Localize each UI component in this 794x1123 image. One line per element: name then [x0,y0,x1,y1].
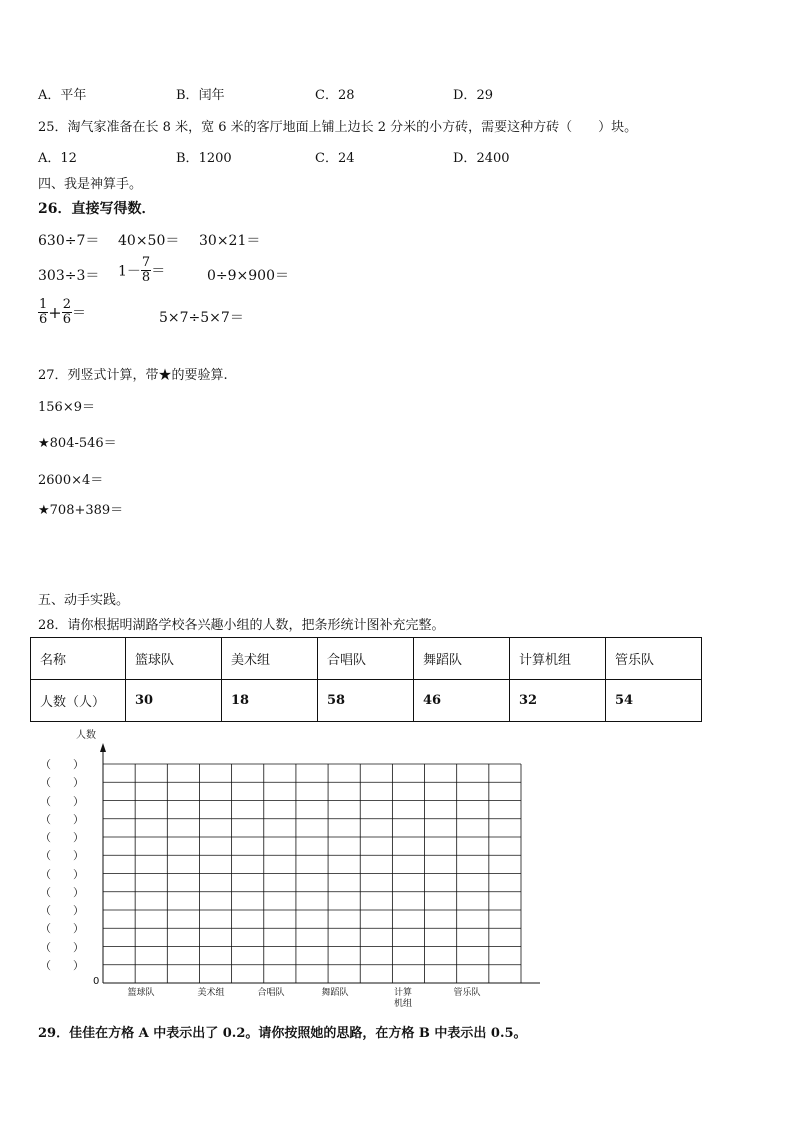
q27-stem: 27．列竖式计算，带★的要验算. [38,368,228,383]
table-cell: 18 [222,680,318,722]
q26-item-7: $\frac{1}{6}$ + $\frac{2}{6}$ ＝ [39,297,86,327]
x-axis-tick-label: 美术组 [197,988,225,998]
x-axis-tick-label: 计算 机组 [393,988,412,1009]
q27-item-4: ★708+389＝ [38,503,124,518]
fraction-2-6: $\frac{2}{6}$ [62,297,71,327]
y-axis-blank-label[interactable]: （ ） [40,758,84,771]
table-cell: 54 [606,680,702,722]
y-axis-blank-label[interactable]: （ ） [40,940,84,954]
q27-item-2: ★804-546＝ [38,436,117,451]
y-axis-blank-label[interactable]: （ ） [40,776,84,790]
table-cell: 美术组 [222,638,318,680]
table-cell: 名称 [31,638,126,680]
table-cell: 58 [318,680,414,722]
table-cell: 计算机组 [510,638,606,680]
y-axis-blank-label[interactable]: （ ） [40,831,84,844]
y-axis-blank-label[interactable]: （ ） [40,867,84,881]
q25-option-d[interactable]: D．2400 [453,151,510,166]
q24-option-a[interactable]: A．平年 [38,88,87,103]
y-axis-blank-label[interactable]: （ ） [40,812,84,826]
q26-item-5: 1－ $\frac{7}{8}$ ＝ [118,255,166,285]
q25-stem: 25．淘气家准备在长 8 米，宽 6 米的客厅地面上铺上边长 2 分米的小方砖，需要这种方砖（ ）块。 [38,120,638,135]
y-axis-blank-label[interactable]: （ ） [40,958,84,972]
q29-stem: 29．佳佳在方格 A 中表示出了 0.2。请你按照她的思路，在方格 B 中表示出 0.5。 [38,1026,527,1041]
table-row [31,680,702,722]
q26-item-4: 303÷3＝ [38,268,100,284]
table-cell: 人数（人） [31,680,126,722]
q24-option-b[interactable]: B．闰年 [176,88,225,103]
section-4-heading: 四、我是神算手。 [38,177,143,192]
q25-option-a[interactable]: A．12 [38,151,77,166]
x-axis-tick-label: 管乐队 [453,988,481,998]
y-axis-blank-label[interactable]: （ ） [40,794,84,808]
q25-option-c[interactable]: C．24 [315,151,355,166]
table-cell: 篮球队 [126,638,222,680]
q26-item-6: 0÷9×900＝ [207,268,289,284]
x-axis-tick-label: 舞蹈队 [321,988,349,998]
q27-item-1: 156×9＝ [38,400,95,415]
q28-stem: 28．请你根据明湖路学校各兴趣小组的人数，把条形统计图补充完整。 [38,618,445,633]
x-axis-tick-label: 篮球队 [127,988,155,998]
q25-option-b[interactable]: B．1200 [176,151,232,166]
y-axis-blank-label[interactable]: （ ） [40,849,84,863]
q24-option-c[interactable]: C．28 [315,88,355,103]
y-axis-blank-label[interactable]: （ ） [40,885,84,899]
y-axis-blank-label[interactable]: （ ） [40,904,84,917]
table-cell: 46 [414,680,510,722]
q26-item-8: 5×7÷5×7＝ [159,310,244,326]
table-cell: 管乐队 [606,638,702,680]
q24-option-d[interactable]: D．29 [453,88,493,103]
q27-item-3: 2600×4＝ [38,473,104,488]
q26-item-2: 40×50＝ [118,233,180,249]
y-axis-arrow-icon [100,743,106,752]
fraction-7-8: $\frac{7}{8}$ [141,255,151,285]
table-row [31,638,702,680]
table-cell: 30 [126,680,222,722]
y-axis-blank-label[interactable]: （ ） [40,922,84,936]
q26-stem: 26．直接写得数． [38,201,156,217]
q26-item-3: 30×21＝ [199,233,261,249]
section-5-heading: 五、动手实践。 [38,593,130,608]
interest-group-table [30,637,702,722]
y-axis-title: 人数 [76,730,96,741]
origin-label: 0 [93,976,100,987]
x-axis-tick-label: 合唱队 [257,988,285,998]
table-cell: 舞蹈队 [414,638,510,680]
fraction-1-6: $\frac{1}{6}$ [39,297,48,327]
q26-item-1: 630÷7＝ [38,233,100,249]
table-cell: 32 [510,680,606,722]
table-cell: 合唱队 [318,638,414,680]
